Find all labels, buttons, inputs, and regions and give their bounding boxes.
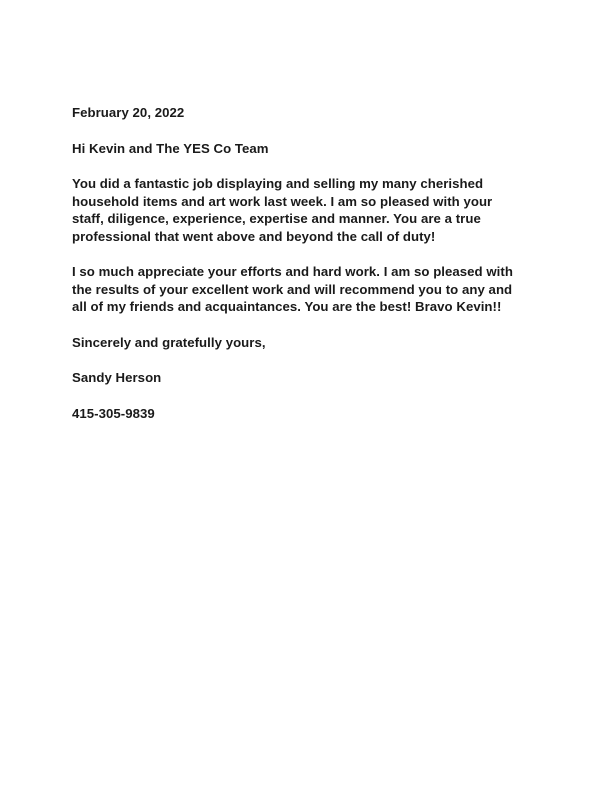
letter-body: [72, 104, 547, 440]
letter-closing: Sincerely and gratefully yours,: [72, 334, 266, 350]
signer-phone: 415-305-9839: [72, 405, 155, 421]
letter-greeting: Hi Kevin and The YES Co Team: [72, 140, 269, 156]
signer-name: Sandy Herson: [72, 370, 162, 385]
letter-paragraph-1: You did a fantastic job displaying and selling my many cherished household items and art work last week. I am so pleased with your staff, diligence, experience, expertise and manner. You are a true professional that went above and beyond the call of duty!: [72, 176, 493, 244]
letter-paragraph-2: I so much appreciate your efforts and hard work. I am so pleased with the results of your excellent work and will recommend you to any and all of my friends and acquaintances. You are the best! Bravo Kevin!!: [72, 264, 513, 314]
letter-date: February 20, 2022: [72, 105, 185, 120]
